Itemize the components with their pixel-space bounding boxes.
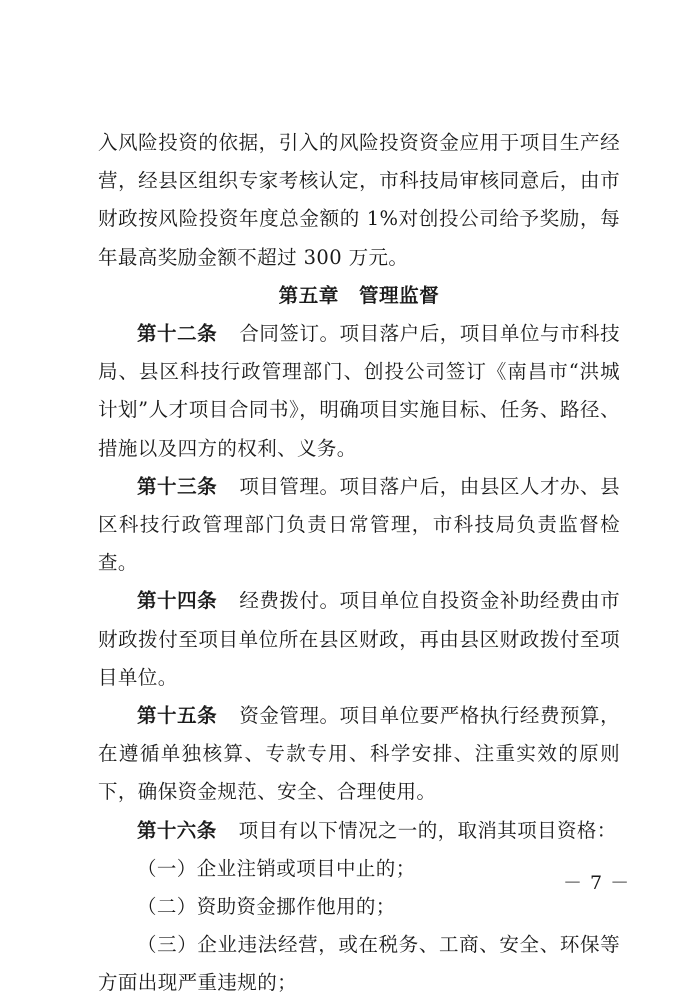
article-label: 第十二条 — [137, 322, 218, 346]
chapter-number: 第五章 — [278, 283, 339, 307]
article-label: 第十六条 — [137, 818, 217, 842]
list-item-1: （一）企业注销或项目中止的； — [137, 856, 416, 880]
page-number: － 7 － — [563, 872, 631, 894]
document-body — [98, 124, 620, 1003]
article-label: 第十四条 — [137, 589, 218, 613]
article-16 — [98, 812, 620, 850]
article-label: 第十三条 — [137, 474, 218, 498]
article-text: 合同签订。项目落户后，项目单位与市科技局、县区科技行政管理部门、创投公司签订《南昌市“洪城计划”人才项目合同书》，明确项目实施目标、任务、路径、措施以及四方的权利、义务。 — [98, 322, 620, 460]
article-12 — [98, 315, 620, 468]
article-14 — [98, 582, 620, 697]
article-13 — [98, 468, 620, 583]
chapter-title: 管理监督 — [358, 283, 440, 307]
article-text: 项目管理。项目落户后，由县区人才办、县区科技行政管理部门负责日常管理，市科技局负责监督检查。 — [98, 474, 620, 575]
article-label: 第十五条 — [137, 704, 218, 728]
article-15 — [98, 697, 620, 812]
article-text: 项目有以下情况之一的，取消其项目资格： — [238, 818, 617, 842]
list-item-3: （三）企业违法经营，或在税务、工商、安全、环保等方面出现严重违规的； — [98, 933, 620, 995]
list-item-2: （二）资助资金挪作他用的； — [137, 895, 396, 919]
article-text: 经费拨付。项目单位自投资金补助经费由市财政拨付至项目单位所在县区财政，再由县区财政拨付至项目单位。 — [98, 589, 620, 689]
intro-paragraph: 入风险投资的依据，引入的风险投资资金应用于项目生产经营，经县区组织专家考核认定，市科技局审核同意后，由市财政按风险投资年度总金额的 1%对创投公司给予奖励，每年最高奖励金额不超过 300 万元。 — [98, 131, 620, 269]
chapter-heading — [98, 277, 620, 315]
article-text: 资金管理。项目单位要严格执行经费预算，在遵循单独核算、专款专用、科学安排、注重实效的原则下，确保资金规范、安全、合理使用。 — [98, 704, 620, 804]
